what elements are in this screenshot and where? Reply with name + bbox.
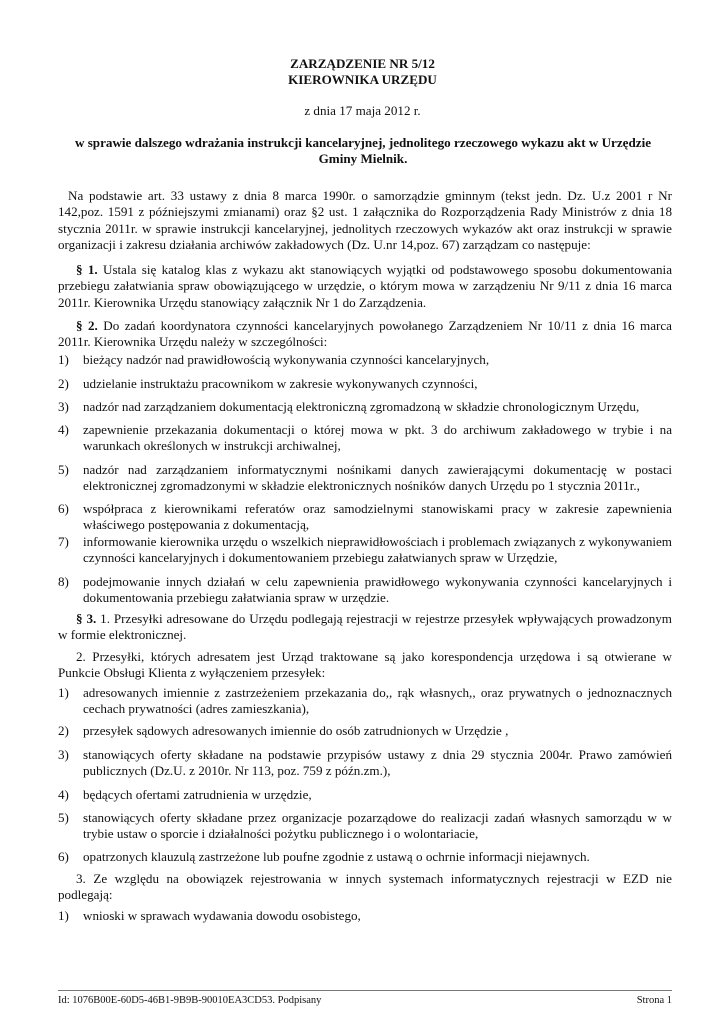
document-date: z dnia 17 maja 2012 r. [304,103,421,118]
document-title-line-1: ZARZĄDZENIE NR 5/12 [290,56,435,71]
list-item [58,787,672,803]
list-item [58,376,672,392]
section-3-mark: § 3. [76,611,97,626]
list-item-text: adresowanych imiennie z zastrzeżeniem przekazania do,, rąk własnych,, oraz prywatnych o jednoznacznych cechach prywatności (adres zamieszkania), [83,685,672,717]
list-item-text: stanowiących oferty składane na podstawie przypisów ustawy z dnia 29 stycznia 2004r. Prawo zamówień publicznych (Dz.U. z 2010r. Nr 113, poz. 759 z późn.zm.), [83,747,672,779]
footer-divider [58,990,672,991]
list-item-number: 1) [58,352,69,367]
section-3-paragraph-2: 2. Przesyłki, których adresatem jest Urząd traktowane są jako korespondencja urzędowa i są otwierane w Punkcie Obsługi Klienta z wyłączeniem przesyłek: [58,649,672,681]
list-item-number: 4) [58,787,69,802]
list-item-text: zapewnienie przekazania dokumentacji o której mowa w pkt. 3 do archiwum zakładowego w trybie i na warunkach określonych w instrukcji archiwalnej, [83,422,672,454]
list-item [58,399,672,415]
footer-page-number: Strona 1 [636,995,672,1006]
list-item-number: 8) [58,574,69,589]
list-item-text: opatrzonych klauzulą zastrzeżone lub poufne zgodnie z ustawą o ochrnie informacji niejawnych. [83,849,590,864]
list-item [58,422,672,455]
section-2-text: Do zadań koordynatora czynności kancelaryjnych powołanego Zarządzeniem Nr 10/11 z dnia 16 marca 2011r. Kierownika Urzędu należy w szczególności: [58,318,672,350]
section-3-text: 1. Przesyłki adresowane do Urzędu podlegają rejestracji w rejestrze przesyłek wpływających prowadzonym w formie elektronicznej. [58,611,672,643]
list-item-text: współpraca z kierownikami referatów oraz samodzielnymi stanowiskami pracy w zakresie zapewnienia właściwego postępowania z dokumentacją, [83,501,672,533]
list-item-text: informowanie kierownika urzędu o wszelkich nieprawidłowościach i problemach związanych z wykonywaniem czynności kancelaryjnych i dokumentowaniem przebiegu załatwianych spraw w Urzędzie, [83,534,672,566]
list-item [58,685,672,718]
section-3-paragraph-1 [58,611,672,644]
list-item-text: stanowiących oferty składane przez organizacje pozarządowe do realizacji zadań własnych samorządu w w trybie ustaw o sporcie i działalności pożytku publicznego i o wolontariacie, [83,810,672,842]
preamble: Na podstawie art. 33 ustawy z dnia 8 marca 1990r. o samorządzie gminnym (tekst jedn. Dz. U.z 2001 r Nr 142,poz. 1591 z późniejszymi zmianami) oraz §2 ust. 1 załącznika do Rozporządzenia Rady Ministrów z dnia 18 stycznia 2011r. w sprawie instrukcji kancelaryjnej, jednolitych rzeczowych wykazów akt oraz instrukcji w sprawie organizacji i zakresu działania archiwów zakładowych (Dz. U.nr 14,poz. 67) zarządzam co następuje: [58,188,672,253]
list-item-number: 1) [58,685,69,700]
list-item-text: nadzór nad zarządzaniem informatycznymi nośnikami danych zawierającymi dokumentację w postaci elektronicznej zgromadzonymi w składzie elektronicznych nośników danych Urzędu po 1 stycznia 2011r., [83,462,672,494]
list-item-text: nadzór nad zarządzaniem dokumentacją elektroniczną zgromadzoną w składzie chronologicznym Urzędu, [83,399,640,414]
list-item [58,574,672,607]
list-item [58,501,672,534]
section-2-mark: § 2. [76,318,98,333]
list-item-number: 2) [58,723,69,738]
list-item-number: 2) [58,376,69,391]
document-title-line-2: KIEROWNIKA URZĘDU [288,72,437,87]
list-item-number: 5) [58,462,69,477]
list-item [58,908,672,924]
document-subject: w sprawie dalszego wdrażania instrukcji kancelaryjnej, jednolitego rzeczowego wykazu akt w Urzędzie Gminy Mielnik. [74,135,652,167]
list-item-number: 5) [58,810,69,825]
list-item-text: będących ofertami zatrudnienia w urzędzie, [83,787,312,802]
list-item [58,810,672,843]
section-2-intro [58,318,672,351]
list-item [58,462,672,495]
list-item-text: udzielanie instruktażu pracownikom w zakresie wykonywanych czynności, [83,376,478,391]
list-item-text: przesyłek sądowych adresowanych imiennie do osób zatrudnionych w Urzędzie , [83,723,509,738]
list-item-number: 1) [58,908,69,923]
list-item-number: 6) [58,501,69,516]
section-1-text: Ustala się katalog klas z wykazu akt stanowiących wyjątki od podstawowego sposobu dokumentowania przebiegu załatwiania spraw obowiązującego w urzędzie, o którym mowa w zarządzeniu Nr 9/11 z dnia 16 marca 2011r. Kierownika Urzędu stanowiący załącznik Nr 1 do Zarządzenia. [58,262,672,310]
footer-document-id: Id: 1076B00E-60D5-46B1-9B9B-90010EA3CD53. Podpisany [58,995,322,1006]
list-item [58,534,672,567]
list-item-number: 3) [58,747,69,762]
section-1 [58,262,672,311]
list-item-number: 6) [58,849,69,864]
section-3-paragraph-3: 3. Ze względu na obowiązek rejestrowania w innych systemach informatycznych rejestracji w EZD nie podlegają: [58,871,672,903]
list-item-text: bieżący nadzór nad prawidłowością wykonywania czynności kancelaryjnych, [83,352,490,367]
list-item-number: 3) [58,399,69,414]
list-item-text: podejmowanie innych działań w celu zapewnienia prawidłowego wykonywania czynności kancelaryjnych i dokumentowania przebiegu załatwiania spraw w urzędzie. [83,574,672,606]
section-1-mark: § 1. [76,262,98,277]
list-item-text: wnioski w sprawach wydawania dowodu osobistego, [83,908,361,923]
list-item [58,352,672,368]
list-item [58,747,672,780]
list-item-number: 7) [58,534,69,549]
list-item [58,723,672,739]
list-item [58,849,672,865]
list-item-number: 4) [58,422,69,437]
